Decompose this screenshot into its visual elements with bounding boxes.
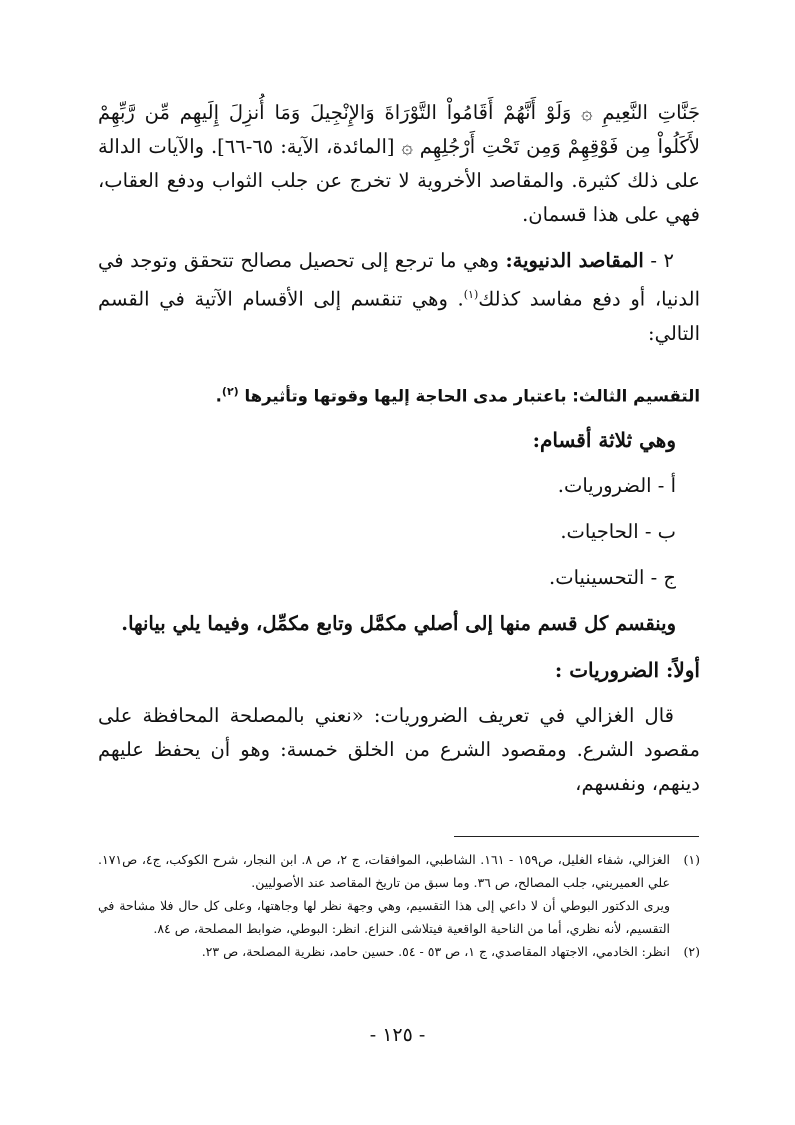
list-item: ج - التحسينيات. [549, 566, 676, 589]
footnotes [98, 848, 700, 963]
third-division-heading [98, 377, 700, 412]
subdivision-line: وينقسم كل قسم منها إلى أصلي مكمَّل وتابع مكمِّل، وفيما يلي بيانها. [121, 612, 676, 635]
page-number: - ١٢٥ - [369, 1024, 426, 1046]
footnote-ref-1[interactable]: (١) [463, 288, 479, 301]
main-text [98, 96, 700, 801]
necessities-heading: أولاً: الضروريات : [554, 658, 700, 682]
footnote-text: الغزالي، شفاء الغليل، ص١٥٩ - ١٦١. الشاطبي، الموافقات، ج ٢، ص ٨. ابن النجار، شرح الكوكب، ج٤، ص١٧١. علي العميريني، جلب المصالح، ص ٣٦. وما سبق من تاريخ المقاصد عند الأصوليين. [98, 852, 671, 890]
section-worldly-objectives [98, 244, 700, 351]
footnote-number: (٢) [683, 944, 700, 959]
ghazali-paragraph: قال الغزالي في تعريف الضروريات: «نعني بالمصلحة المحافظة على مقصود الشرع. ومقصود الشرع من الخلق خمسة: وهو أن يحفظ عليهم دينهم، ونفسهم، [98, 704, 700, 795]
footnote-text: انظر: الخادمي، الاجتهاد المقاصدي، ج ١، ص ٥٣ - ٥٤. حسين حامد، نظرية المصلحة، ص ٢٣. [201, 944, 670, 959]
section-title: المقاصد الدنيوية: [505, 249, 644, 272]
section-text-continued: . وهي تنقسم إلى الأقسام الآتية في القسم التالي: [98, 287, 700, 345]
footnote-separator [454, 836, 699, 837]
heading-period: . [215, 386, 222, 405]
list-item: ب - الحاجيات. [560, 520, 676, 543]
footnote-ref-2[interactable]: (٢) [221, 384, 239, 398]
intro-paragraph: جَنَّاتِ النَّعِيمِ ۞ وَلَوْ أَنَّهُمْ أَقَامُواْ التَّوْرَاةَ وَالإِنْجِيلَ وَمَا أُنزِلَ إِلَيهِم مِّن رَّبِّهِمْ لأَكَلُواْ مِن فَوْقِهِمْ وَمِن تَحْتِ أَرْجُلِهِم ۞ [المائدة، الآية: ٦٥-٦٦]. والآيات الدالة على ذلك كثيرة. والمقاصد الأخروية لا تخرج عن جلب الثواب ودفع العقاب، فهي على هذا قسمان. [98, 101, 701, 226]
categories-intro: وهي ثلاثة أقسام: [532, 428, 676, 452]
footnote-1 [98, 848, 700, 894]
footnote-2 [98, 940, 700, 963]
footnote-number: (١) [683, 852, 700, 867]
list-item: أ - الضروريات. [557, 474, 676, 497]
section-number: ٢ - [643, 249, 674, 272]
third-division-title: التقسيم الثالث: باعتبار مدى الحاجة إليها وقوتها وتأثيرها [244, 386, 700, 405]
footnote-1-continuation: ويرى الدكتور البوطي أن لا داعي إلى هذا التقسيم، وهي وجهة نظر لها وجاهتها، وعلى كل حال فلا مشاحة في التقسيم، لأنه نظري، أما من الناحية الواقعية فيتلاشى النزاع. انظر: البوطي، ضوابط المصلحة، ص ٨٤. [98, 898, 670, 936]
section-text: وهي ما ترجع إلى تحصيل مصالح تتحقق وتوجد في الدنيا، أو دفع مفاسد كذلك [98, 249, 700, 311]
